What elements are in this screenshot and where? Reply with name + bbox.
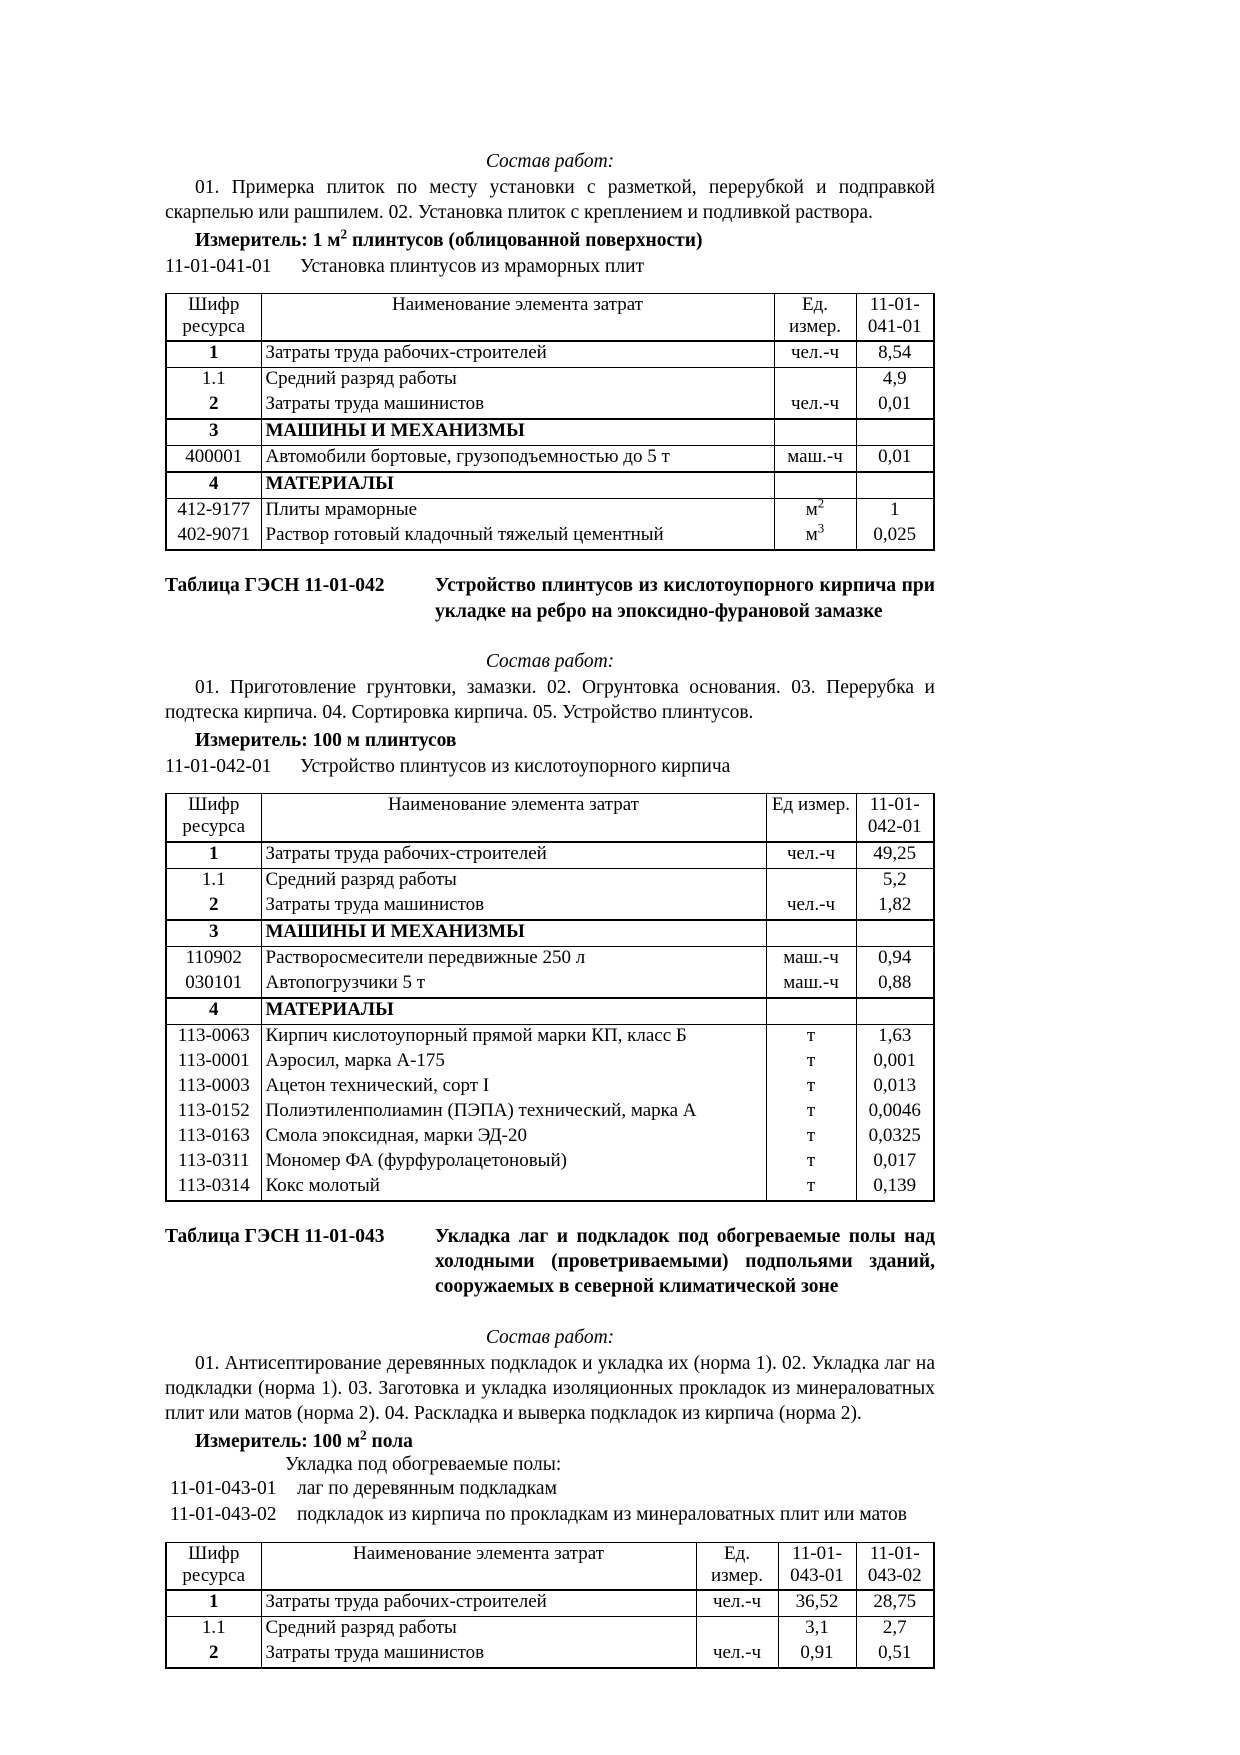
table-row [166, 842, 934, 869]
cell-value: 8,54 [856, 341, 934, 368]
table-body-1 [166, 341, 934, 550]
cell-name: Полиэтиленполиамин (ПЭПА) технический, марка А [261, 1100, 766, 1125]
cell-unit: т [766, 1050, 856, 1075]
cell-unit [766, 998, 856, 1025]
cell-value: 0,01 [856, 393, 934, 419]
sostav-rabot-text-3: 01. Антисептирование деревянных подкладок и укладка их (норма 1). 02. Укладка лаг на подкладки (норма 1). 03. Заготовка и укладка изоляционных прокладок из минераловатных плит или матов (норма 2). 04. Раскладка и выверка подкладок из кирпича (норма 2). [165, 1352, 935, 1424]
cell-unit: чел.-ч [774, 341, 856, 368]
cell-code: 4 [166, 472, 261, 499]
col-header-norm: 11-01- 042-01 [856, 794, 934, 842]
cell-code: 400001 [166, 446, 261, 473]
cell-value [856, 998, 934, 1025]
cell-code: 113-0063 [166, 1024, 261, 1050]
sostav-rabot-heading-1: Состав работ: [485, 151, 615, 172]
cell-code: 1 [166, 341, 261, 368]
cell-value [856, 419, 934, 446]
cell-name: МАТЕРИАЛЫ [261, 472, 774, 499]
cell-value: 0,0325 [856, 1125, 934, 1150]
col-header-norm-1: 11-01- 043-01 [778, 1542, 856, 1590]
section-1 [165, 150, 935, 551]
table-row [166, 1175, 934, 1201]
cell-value: 0,017 [856, 1150, 934, 1175]
cell-value-1: 0,91 [778, 1642, 856, 1668]
cell-unit [774, 419, 856, 446]
cell-code: 113-0152 [166, 1100, 261, 1125]
cell-unit: чел.-ч [696, 1590, 778, 1617]
cell-name: Затраты труда рабочих-строителей [261, 842, 766, 869]
cell-unit: т [766, 1175, 856, 1201]
cell-unit: чел.-ч [766, 894, 856, 920]
resource-table-1 [165, 293, 935, 551]
cell-name: Затраты труда рабочих-строителей [261, 341, 774, 368]
cell-value: 49,25 [856, 842, 934, 869]
cell-unit [696, 1617, 778, 1643]
table-row [166, 1642, 934, 1668]
col-header-code: Шифр ресурса [166, 293, 261, 341]
cell-code: 2 [166, 894, 261, 920]
table-row [166, 1150, 934, 1175]
table-section-row [166, 920, 934, 947]
page-content [165, 150, 935, 1669]
cell-name: МАТЕРИАЛЫ [261, 998, 766, 1025]
cell-code: 402-9071 [166, 524, 261, 550]
table-row [166, 894, 934, 920]
cell-value: 0,94 [856, 946, 934, 972]
cell-name: МАШИНЫ И МЕХАНИЗМЫ [261, 419, 774, 446]
cell-unit: чел.-ч [774, 393, 856, 419]
cell-code: 1.1 [166, 868, 261, 894]
cell-unit [766, 920, 856, 947]
norm-code-3a: 11-01-043-01 [170, 1478, 277, 1500]
cell-code: 1 [166, 1590, 261, 1617]
table-row [166, 524, 934, 550]
table-header-row [166, 293, 934, 341]
cell-name: Затраты труда машинистов [261, 393, 774, 419]
cell-unit: т [766, 1125, 856, 1150]
cell-code: 1.1 [166, 1617, 261, 1643]
norm-line-2 [165, 754, 935, 779]
cell-name: Раствор готовый кладочный тяжелый цементный [261, 524, 774, 550]
cell-name: Ацетон технический, сорт I [261, 1075, 766, 1100]
cell-value: 0,025 [856, 524, 934, 550]
section-2 [165, 573, 935, 1201]
cell-name: Кирпич кислотоупорный прямой марки КП, класс Б [261, 1024, 766, 1050]
table-row [166, 1125, 934, 1150]
norm-name-3a: лаг по деревянным подкладкам [297, 1478, 557, 1500]
cell-code: 2 [166, 1642, 261, 1668]
col-header-unit: Ед. измер. [774, 293, 856, 341]
table-heading-label-3: Таблица ГЭСН 11-01-043 [165, 1225, 385, 1247]
section-3 [165, 1224, 935, 1670]
cell-value: 0,013 [856, 1075, 934, 1100]
cell-value: 0,001 [856, 1050, 934, 1075]
cell-name: Затраты труда рабочих-строителей [261, 1590, 696, 1617]
table-heading-2 [165, 573, 935, 624]
norm-name-2: Устройство плинтусов из кислотоупорного кирпича [300, 755, 731, 777]
cell-value: 1 [856, 499, 934, 525]
cell-unit: т [766, 1150, 856, 1175]
table-section-row [166, 472, 934, 499]
cell-code: 4 [166, 998, 261, 1025]
cell-unit: $м^2$ [774, 499, 856, 525]
table-body-3 [166, 1590, 934, 1668]
table-row [166, 972, 934, 998]
col-header-name: Наименование элемента затрат [261, 794, 766, 842]
table-heading-label-2: Таблица ГЭСН 11-01-042 [165, 575, 385, 597]
cell-code: 1.1 [166, 368, 261, 394]
sub-caption-3: Укладка под обогреваемые полы: [285, 1454, 562, 1476]
col-header-unit: Ед измер. [766, 794, 856, 842]
cell-value-2: 2,7 [856, 1617, 934, 1643]
norm-line-3b [165, 1502, 935, 1528]
cell-value: 1,63 [856, 1024, 934, 1050]
cell-code: 2 [166, 393, 261, 419]
cell-value [856, 920, 934, 947]
cell-value [856, 472, 934, 499]
cell-value: 0,139 [856, 1175, 934, 1201]
table-heading-3 [165, 1224, 935, 1300]
table-row [166, 368, 934, 394]
cell-name: Затраты труда машинистов [261, 1642, 696, 1668]
table-header-row [166, 1542, 934, 1590]
cell-name: Кокс молотый [261, 1175, 766, 1201]
col-header-norm-2: 11-01- 043-02 [856, 1542, 934, 1590]
norm-line-3a [165, 1476, 935, 1502]
table-row [166, 868, 934, 894]
sostav-rabot-text-2: 01. Приготовление грунтовки, замазки. 02. Огрунтовка основания. 03. Перерубка и подтеска кирпича. 04. Сортировка кирпича. 05. Устройство плинтусов. [165, 677, 935, 724]
cell-code: 3 [166, 920, 261, 947]
col-header-unit: Ед. измер. [696, 1542, 778, 1590]
cell-name: Средний разряд работы [261, 368, 774, 394]
table-section-row [166, 419, 934, 446]
col-header-name: Наименование элемента затрат [261, 1542, 696, 1590]
cell-value-1: 36,52 [778, 1590, 856, 1617]
norm-code-2: 11-01-042-01 [165, 755, 272, 777]
cell-code: 113-0003 [166, 1075, 261, 1100]
col-header-code: Шифр ресурса [166, 1542, 261, 1590]
cell-unit: $м^3$ [774, 524, 856, 550]
cell-code: 113-0001 [166, 1050, 261, 1075]
resource-table-2 [165, 793, 935, 1201]
cell-code: 1 [166, 842, 261, 869]
col-header-name: Наименование элемента затрат [261, 293, 774, 341]
sostav-rabot-text-1: 01. Примерка плиток по месту установки с разметкой, перерубкой и подправкой скарпелью или рашпилем. 02. Установка плиток с креплением и подливкой раствора. [165, 177, 935, 224]
table-section-row [166, 998, 934, 1025]
col-header-norm: 11-01- 041-01 [856, 293, 934, 341]
table-row [166, 1100, 934, 1125]
cell-name: Аэросил, марка А-175 [261, 1050, 766, 1075]
cell-unit: т [766, 1024, 856, 1050]
table-row [166, 946, 934, 972]
cell-code: 412-9177 [166, 499, 261, 525]
table-heading-title-3: Укладка лаг и подкладок под обогреваемые полы над холодными (проветриваемыми) подпольями зданий, сооружаемых в северной климатической зоне [435, 1225, 935, 1298]
cell-unit: маш.-ч [774, 446, 856, 473]
izmeritel-2: Измеритель: 100 м плинтусов [195, 730, 457, 752]
cell-name: Автомобили бортовые, грузоподъемностью до 5 т [261, 446, 774, 473]
cell-name: Мономер ФА (фурфуролацетоновый) [261, 1150, 766, 1175]
cell-code: 113-0163 [166, 1125, 261, 1150]
cell-unit: маш.-ч [766, 972, 856, 998]
resource-table-3 [165, 1542, 935, 1669]
cell-value: 0,88 [856, 972, 934, 998]
table-header-row [166, 794, 934, 842]
izmeritel-1: Измеритель: 1 $м^2$ плинтусов (облицованной поверхности) [195, 226, 703, 252]
cell-value-1: 3,1 [778, 1617, 856, 1643]
norm-code-3b: 11-01-043-02 [170, 1503, 277, 1525]
cell-value: 0,0046 [856, 1100, 934, 1125]
table-row [166, 1075, 934, 1100]
norm-line-1 [165, 254, 935, 279]
sostav-rabot-heading-3: Состав работ: [485, 1326, 615, 1348]
cell-name: Автопогрузчики 5 т [261, 972, 766, 998]
cell-name: Средний разряд работы [261, 1617, 696, 1643]
table-row [166, 341, 934, 368]
cell-unit: чел.-ч [696, 1642, 778, 1668]
cell-unit: маш.-ч [766, 946, 856, 972]
col-header-code: Шифр ресурса [166, 794, 261, 842]
cell-value: 0,01 [856, 446, 934, 473]
cell-value: 1,82 [856, 894, 934, 920]
cell-code: 030101 [166, 972, 261, 998]
norm-code-1: 11-01-041-01 [165, 255, 272, 277]
cell-code: 113-0314 [166, 1175, 261, 1201]
table-row [166, 446, 934, 473]
cell-unit: т [766, 1100, 856, 1125]
cell-name: Смола эпоксидная, марки ЭД-20 [261, 1125, 766, 1150]
table-body-2 [166, 842, 934, 1201]
sostav-rabot-heading-2: Состав работ: [485, 651, 615, 673]
cell-name: Плиты мраморные [261, 499, 774, 525]
cell-code: 110902 [166, 946, 261, 972]
cell-name: МАШИНЫ И МЕХАНИЗМЫ [261, 920, 766, 947]
table-row [166, 1617, 934, 1643]
table-row [166, 1024, 934, 1050]
cell-code: 113-0311 [166, 1150, 261, 1175]
cell-name: Затраты труда машинистов [261, 894, 766, 920]
table-row [166, 1050, 934, 1075]
cell-unit: т [766, 1075, 856, 1100]
izmeritel-3: Измеритель: 100 $м^2$ пола [195, 1427, 413, 1452]
norm-name-3b: подкладок из кирпича по прокладкам из минераловатных плит или матов [297, 1503, 907, 1525]
cell-unit: чел.-ч [766, 842, 856, 869]
cell-unit [766, 868, 856, 894]
cell-code: 3 [166, 419, 261, 446]
cell-value: 4,9 [856, 368, 934, 394]
cell-value-2: 28,75 [856, 1590, 934, 1617]
table-row [166, 393, 934, 419]
cell-value-2: 0,51 [856, 1642, 934, 1668]
norm-name-1: Установка плинтусов из мраморных плит [300, 255, 645, 277]
table-heading-title-2: Устройство плинтусов из кислотоупорного кирпича при укладке на ребро на эпоксидно-фурановой замазке [435, 575, 935, 622]
cell-name: Средний разряд работы [261, 868, 766, 894]
table-row [166, 1590, 934, 1617]
cell-value: 5,2 [856, 868, 934, 894]
cell-unit [774, 368, 856, 394]
cell-unit [774, 472, 856, 499]
cell-name: Растворосмесители передвижные 250 л [261, 946, 766, 972]
